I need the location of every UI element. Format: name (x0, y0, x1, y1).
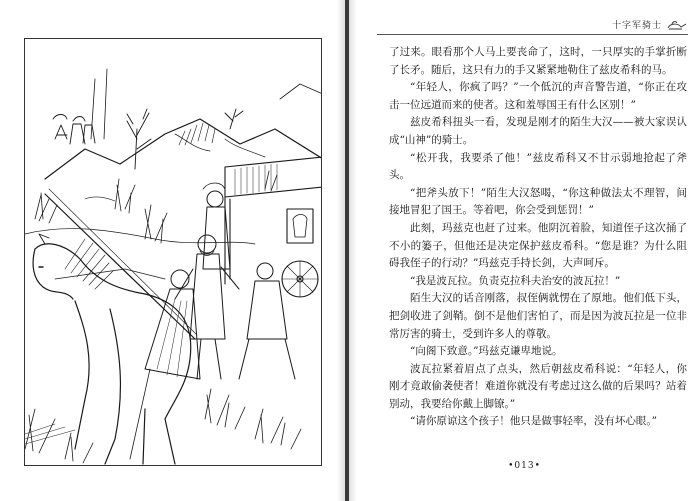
paragraph: 波瓦拉紧着眉点了点头，然后朝兹皮希科说：“年轻人，你刚才竟敢偷袭使者！难道你就没有考虑过这么做的后果吗？站着别动，我要给你戴上脚镣。” (389, 362, 687, 410)
knights-illustration (24, 38, 322, 466)
paragraph: 兹皮希科扭头一看，发现是刚才的陌生大汉——被大家误认成“山神”的骑士。 (389, 116, 687, 146)
gutter-shadow (337, 0, 345, 501)
page-number: •013• (508, 461, 541, 471)
gutter-shadow (349, 0, 357, 501)
right-page (349, 0, 700, 501)
paragraph: “年轻人，你疯了吗？”一个低沉的声音警告道，“你正在攻击一位远道而来的使者。这和羞辱国王有什么区别！” (389, 81, 687, 111)
body-text (389, 44, 687, 431)
paragraph: 陌生大汉的话音刚落，叔侄俩就愣在了原地。他们低下头，把剑收进了剑鞘。倒不是他们害怕了，而是因为波瓦拉是一位非常厉害的骑士，受到许多人的尊敬。 (389, 292, 687, 340)
teapot-lamp-icon (666, 19, 688, 31)
paragraph: 了过来。眼看那个人马上要丧命了，这时，一只厚实的手掌折断了长矛。随后，这只有力的手又紧紧地勒住了兹皮希科的马。 (389, 46, 687, 76)
paragraph: “松开我，我要杀了他！”兹皮希科又不甘示弱地抢起了斧头。 (389, 151, 687, 182)
paragraph: “向阁下致意。”玛兹克谦卑地说。 (410, 345, 563, 358)
left-page (0, 0, 345, 501)
running-head (612, 18, 688, 31)
running-head-title: 十字军骑士 (611, 21, 662, 31)
paragraph: “请你原谅这个孩子！他只是做事轻率，没有坏心眼。” (410, 415, 657, 428)
header-rule (377, 34, 688, 35)
paragraph: 此刻，玛兹克也赶了过来。他阴沉着脸，知道侄子这次捅了不小的篓子，但他还是决定保护兹皮希科。“您是谁？为什么阻碍我侄子的行动？”玛兹克手持长剑，大声呵斥。 (389, 221, 687, 270)
paragraph: “我是波瓦拉。负责克拉科夫治安的波瓦拉！” (410, 274, 621, 287)
paragraph: “把斧头放下！”陌生大汉怒喝，“你这种做法太不理智，间接地冒犯了国王。等着吧，你会受到惩罚！” (389, 186, 687, 217)
